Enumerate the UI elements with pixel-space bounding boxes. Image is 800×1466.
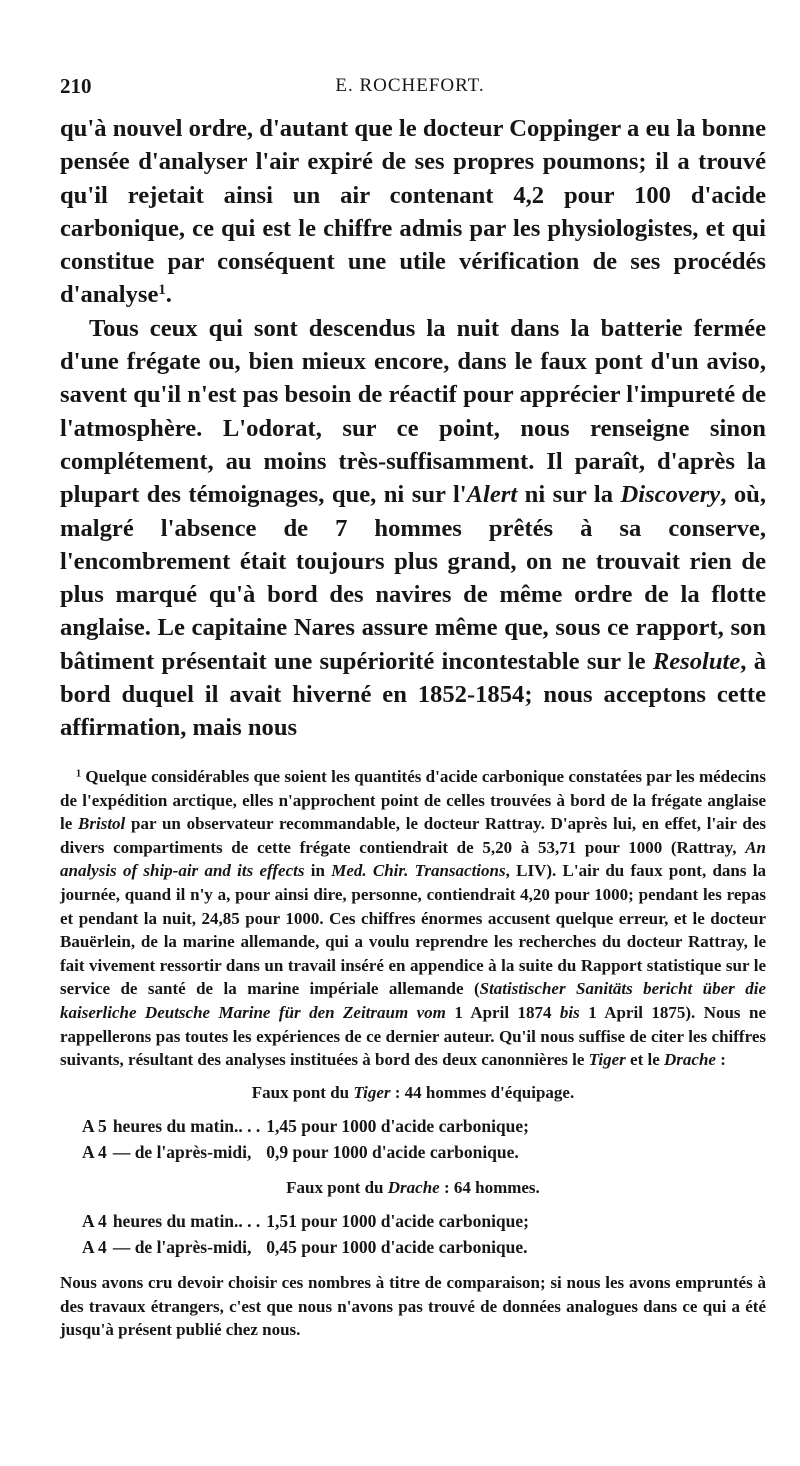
footnote-reference: 1 — [158, 282, 166, 299]
footnote — [60, 765, 766, 1342]
tiger-title: Faux pont du Tiger : 44 hommes d'équipage. — [251, 1082, 575, 1102]
table-row: A 5 heures du matin.. . . 1,45 pour 1000 d'acide carbonique; — [82, 1116, 529, 1137]
table-row: A 4 heures du matin.. . . 1,51 pour 1000 d'acide carbonique; — [82, 1211, 529, 1232]
footnote-paragraph: $^1$ Quelque considérables que soient les quantités d'acide carbonique constatées par les médecins de l'expédition arctique, elles n'approchent point de celles trouvées à bord de la frégate anglaise le Bristol par un observateur recommandable, le docteur Rattray. D'après lui, en effet, l'air des divers compartiments de cette frégate contiendrait de 5,20 à 53,71 pour 1000 (Rattray, An analysis of ship-air and its effects in Med. Chir. Transactions, LIV). L'air du faux pont, dans la journée, quand il n'y a, pour ainsi dire, personne, contiendrait 4,20 pour 1000; pendant les repas et pendant la nuit, 24,85 pour 1000. Ces chiffres énormes accusent quelque erreur, et le docteur Bauërlein, de la marine allemande, qui a voulu reprendre les recherches du docteur Rattray, le fait vivement ressortir dans un travail inséré en appendice à la suite du Rapport statistique sur le service de santé de la marine impériale allemande (Statistischer Sanitäts bericht über die kaiserliche Deutsche Marine für den Zeitraum vom 1 April 1874 bis 1 April 1875). Nous ne rappellerons pas toutes les expériences de ce dernier auteur. Qu'il nous suffise de citer les chiffres suivants, résultant des analyses instituées à bord des deux canonnières le Tiger et le Drache : — [60, 767, 766, 1070]
page-header — [60, 74, 760, 104]
footnote-closing: Nous avons cru devoir choisir ces nombres à titre de comparaison; si nous les avons empruntés à des travaux étrangers, c'est que nous n'avons pas trouvé de données analogues dans ce qui a été jusqu'à présent publié chez nous. — [60, 1273, 766, 1340]
paragraph-2: Tous ceux qui sont descendus la nuit dans la batterie fermée d'une frégate ou, bien mieux encore, dans le faux pont d'un aviso, savent qu'il n'est pas besoin de réactif pour apprécier l'impureté de l'atmosphère. L'odorat, sur ce point, nous renseigne sinon complétement, au moins très-suffisamment. Il paraît, d'après la plupart des témoignages, que, ni sur l'Alert ni sur la Discovery, où, malgré l'absence de 7 hommes prêtés à sa conserve, l'encombrement était toujours plus grand, on ne trouvait rien de plus marqué qu'à bord des navires de même ordre de la flotte anglaise. Le capitaine Nares assure même que, sous ce rapport, son bâtiment présentait une supériorité incontestable sur le Resolute, à bord duquel il avait hiverné en 1852-1854; nous acceptons cette affirmation, mais nous — [60, 314, 766, 742]
ship-name-alert: Alert — [466, 481, 518, 509]
drache-measurements-table — [82, 1210, 535, 1261]
ship-name-discovery: Discovery — [620, 481, 721, 509]
running-head: E. ROCHEFORT. — [335, 75, 485, 96]
drache-title: Faux pont du Drache : 64 hommes. — [286, 1177, 540, 1197]
tiger-measurements-table — [82, 1115, 535, 1166]
table-row: A 4 — de l'après-midi, 0,45 pour 1000 d'acide carbonique. — [82, 1236, 528, 1257]
table-row: A 4 — de l'après-midi, 0,9 pour 1000 d'acide carbonique. — [82, 1141, 519, 1162]
main-text — [60, 112, 766, 745]
ship-name-resolute: Resolute — [652, 647, 741, 675]
page-number: 210 — [60, 74, 92, 98]
footnote-marker: 1 — [76, 768, 82, 780]
paragraph-1: qu'à nouvel ordre, d'autant que le docteur Coppinger a eu la bonne pensée d'analyser l'air expiré de ses propres poumons; il a trouvé qu'il rejetait ainsi un air contenant 4,2 pour 100 d'acide carbonique, ce qui est le chiffre admis par les physiologistes, et qui constitue par conséquent une utile vérification de ses procédés d'analyse$^1$. — [60, 115, 766, 309]
